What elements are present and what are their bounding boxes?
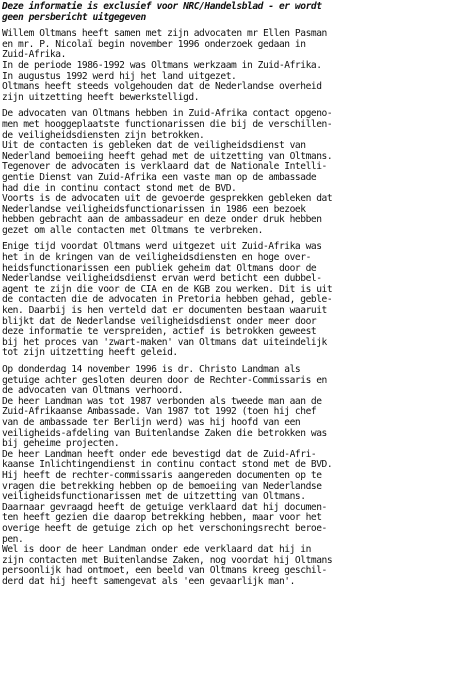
text-line: Daarnaar gevraagd heeft de getuige verklaard dat hij documen- <box>2 501 327 513</box>
text-line: Nederlandse veiligheidsdienst ervan werd beticht een dubbel- <box>2 273 322 285</box>
text-line: Uit de contacten is gebleken dat de veiligheidsdienst van <box>2 140 306 152</box>
text-line: zijn uitzetting heeft bewerkstelligd. <box>2 91 200 103</box>
header-line: geen persbericht uitgegeven <box>2 11 146 23</box>
text-line: ken. Daarbij is hen verteld dat er documenten bestaan waaruit <box>2 305 327 317</box>
text-line: Willem Oltmans heeft samen met zijn advocaten mr Ellen Pasman <box>2 28 327 40</box>
paragraph-double-agent <box>2 242 448 359</box>
text-line: gentie Dienst van Zuid-Afrika een vaste man op de ambassade <box>2 171 317 183</box>
confidentiality-header <box>2 2 448 23</box>
text-line: Voorts is de advocaten uit de gevoerde gesprekken gebleken dat <box>2 193 333 205</box>
text-line: derd dat hij heeft samengevat als 'een gevaarlijk man'. <box>2 575 295 587</box>
header-line: Deze informatie is exclusief voor NRC/Handelsblad - er wordt <box>2 1 322 12</box>
text-line: agent te zijn die voor de CIA en de KGB zou werken. Dit is uit <box>2 283 333 295</box>
text-line: veiligheids-afdeling van Buitenlandse Zaken die betrokken was <box>2 427 327 439</box>
text-line: bij geheime projecten. <box>2 438 120 450</box>
text-line: Zuid-Afrikaanse Ambassade. Van 1987 tot 1992 (toen hij chef <box>2 406 317 418</box>
text-line: het in de kringen van de veiligheidsdiensten en hoge over- <box>2 252 311 264</box>
text-line: Tegenover de advocaten is verklaard dat de Nationale Intelli- <box>2 161 327 173</box>
text-line: de advocaten van Oltmans verhoord. <box>2 385 184 397</box>
text-line: Nederlandse veiligheidsfunctionarissen in 1986 een bezoek <box>2 203 306 215</box>
document-page <box>2 2 448 587</box>
text-line: De advocaten van Oltmans hebben in Zuid-Afrika contact opgeno- <box>2 108 333 120</box>
text-line: de veiligheidsdiensten zijn betrokken. <box>2 129 205 141</box>
text-line: Zuid-Afrika. <box>2 49 66 61</box>
text-line: zijn contacten met Buitenlandse Zaken, nog voordat hij Oltmans <box>2 554 333 566</box>
text-line: had die in continu contact stond met de BVD. <box>2 182 237 194</box>
text-line: veiligheidsfunctionarissen met de uitzetting van Oltmans. <box>2 491 306 503</box>
text-line: overige heeft de getuige zich op het verschoningsrecht beroe- <box>2 522 327 534</box>
text-line: Nederland bemoeiing heeft gehad met de uitzetting van Oltmans. <box>2 150 333 162</box>
paragraph-landman-testimony <box>2 365 448 587</box>
text-line: In de periode 1986-1992 was Oltmans werkzaam in Zuid-Afrika. <box>2 59 322 71</box>
text-line: van de ambassade ter Berlijn werd) was hij hoofd van een <box>2 416 301 428</box>
text-line: pen. <box>2 533 24 545</box>
text-line: de contacten die de advocaten in Pretoria hebben gehad, geble- <box>2 294 333 306</box>
text-line: In augustus 1992 werd hij het land uitgezet. <box>2 70 237 82</box>
text-line: deze informatie te verspreiden, actief is betrokken geweest <box>2 326 317 338</box>
text-line: vragen die betrekking hebben op de bemoeiing van Nederlandse <box>2 480 322 492</box>
text-line: hebben gebracht aan de ambassadeur en deze onder druk hebben <box>2 214 322 226</box>
paragraph-contacts <box>2 109 448 236</box>
text-line: Hij heeft de rechter-commissaris aangereden documenten op te <box>2 469 322 481</box>
text-line: Oltmans heeft steeds volgehouden dat de Nederlandse overheid <box>2 81 322 93</box>
text-line: bij het proces van 'zwart-maken' van Oltmans dat uiteindelijk <box>2 336 327 348</box>
text-line: kaanse Inlichtingendienst in continu contact stond met de BVD. <box>2 459 333 471</box>
text-line: getuige achter gesloten deuren door de Rechter-Commissaris en <box>2 374 327 386</box>
text-line: blijkt dat de Nederlandse veiligheidsdienst onder meer door <box>2 315 317 327</box>
text-line: tot zijn uitzetting heeft geleid. <box>2 347 178 359</box>
text-line: gezet om alle contacten met Oltmans te verbreken. <box>2 224 263 236</box>
text-line: De heer Landman heeft onder ede bevestigd dat de Zuid-Afri- <box>2 448 317 460</box>
text-line: Wel is door de heer Landman onder ede verklaard dat hij in <box>2 544 311 556</box>
text-line: Op donderdag 14 november 1996 is dr. Christo Landman als <box>2 364 301 375</box>
text-line: men met hooggeplaatste functionarissen die bij de verschillen- <box>2 118 333 130</box>
text-line: De heer Landman was tot 1987 verbonden als tweede man aan de <box>2 395 322 407</box>
text-line: ten heeft gezien die daarop betrekking hebben, maar voor het <box>2 512 322 524</box>
text-line: persoonlijk had ontmoet, een beeld van Oltmans kreeg geschil- <box>2 565 327 577</box>
text-line: heidsfunctionarissen een publiek geheim dat Oltmans door de <box>2 262 317 274</box>
text-line: Enige tijd voordat Oltmans werd uitgezet uit Zuid-Afrika was <box>2 241 322 253</box>
text-line: en mr. P. Nicolaï begin november 1996 onderzoek gedaan in <box>2 38 306 50</box>
paragraph-investigation <box>2 29 448 103</box>
